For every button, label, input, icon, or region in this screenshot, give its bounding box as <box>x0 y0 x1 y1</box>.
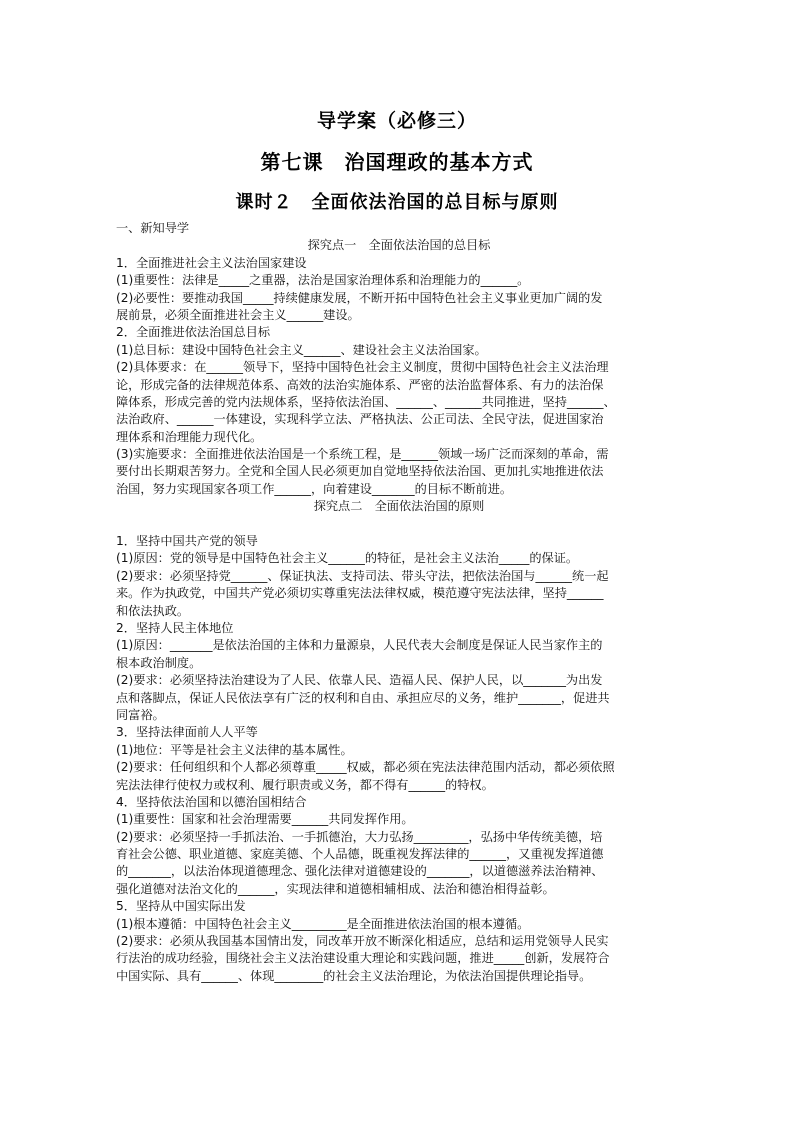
text-line: (2)要求：必须坚持党______、保证执法、支持司法、带头守法，把依法治国与______统一起 <box>116 568 609 583</box>
text-line: 同富裕。 <box>116 707 165 722</box>
text-line: 中国实际、具有______、体现________的社会主义法治理论，为依法治国提供理论指导。 <box>116 968 592 983</box>
lesson-title: 第七课 治国理政的基本方式 <box>260 150 534 174</box>
point-heading: 5．坚持从中国实际出发 <box>116 899 246 914</box>
session-title: 课时２ 全面依法治国的总目标与原则 <box>235 192 559 213</box>
text-line: 的_______，以法治体现道德理念、强化法律对道德建设的_______，以道德滋养法治精神、 <box>116 864 604 879</box>
text-line: 要付出长期艰苦努力。全党和全国人民必须更加自觉地坚持依法治国、更加扎实地推进依法 <box>116 464 604 479</box>
text-line: 点和落脚点，保证人民依法享有广泛的权利和自由、承担应尽的义务，维护_______，促进共 <box>116 690 610 705</box>
subsection-heading: 探究点二 全面依法治国的原则 <box>313 499 485 514</box>
text-line: (1)原因：_______是依法治国的主体和力量源泉，人民代表大会制度是保证人民当家作主的 <box>116 638 603 653</box>
point-heading: 4．坚持依法治国和以德治国相结合 <box>116 794 307 809</box>
text-line: (2)要求：必须坚持法治建设为了人民、依靠人民、造福人民、保护人民，以_______为出发 <box>116 673 603 688</box>
blank-line <box>116 516 682 533</box>
text-line: 治国，努力实现国家各项工作______，向着建设_______的目标不断前进。 <box>116 481 513 496</box>
point-heading: 2．坚持人民主体地位 <box>116 620 234 635</box>
text-line: 展前景，必须全面推进社会主义______建设。 <box>116 307 360 322</box>
subsection-heading: 探究点一 全面依法治国的总目标 <box>307 238 491 253</box>
text-line: (2)具体要求：在______领导下，坚持中国特色社会主义制度，贯彻中国特色社会主义法治理 <box>116 360 609 375</box>
point-heading: 2．全面推进依法治国总目标 <box>116 325 271 340</box>
text-line <box>116 985 682 1002</box>
text-line: 根本政治制度。 <box>116 655 202 670</box>
text-line: 来。作为执政党，中国共产党必须切实尊重宪法法律权威，模范遵守宪法法律，坚持______ <box>116 586 604 601</box>
text-line: 和依法执政。 <box>116 603 190 618</box>
text-line: (2)要求：必须坚持一手抓法治、一手抓德治，大力弘扬_________，弘扬中华传统美德，培 <box>116 829 603 844</box>
point-heading: 1．坚持中国共产党的领导 <box>116 534 258 549</box>
text-line: 理体系和治理能力现代化。 <box>116 429 263 444</box>
text-line: 论，形成完备的法律规范体系、高效的法治实施体系、严密的法治监督体系、有力的法治保 <box>116 377 604 392</box>
section-heading: 一、新知导学 <box>116 221 190 235</box>
text-line: 行法治的成功经验，围绕社会主义法治建设重大理论和实践问题，推进_____创新，发展符合 <box>116 951 610 966</box>
document-title: 导学案（必修三） <box>316 110 477 132</box>
text-line: 育社会公德、职业道德、家庭美德、个人品德，既重视发挥法律的______，又重视发挥道德 <box>116 847 604 862</box>
text-line: 法治政府、______一体建设，实现科学立法、严格执法、公正司法、全民守法，促进国家治 <box>116 412 604 427</box>
text-line: (1)原因：党的领导是中国特色社会主义______的特征，是社会主义法治_____的保证。 <box>116 551 579 566</box>
point-heading: 1．全面推进社会主义法治国家建设 <box>116 255 307 270</box>
text-line: (1)地位：平等是社会主义法律的基本属性。 <box>116 742 353 757</box>
text-line: 障体系，形成完善的党内法规体系，坚持依法治国、______、______共同推进，坚持______、 <box>116 394 616 409</box>
text-line: 强化道德对法治文化的______，实现法律和道德相辅相成、法治和德治相得益彰。 <box>116 881 555 896</box>
document-body <box>116 220 682 1003</box>
text-line: (3)实施要求：全面推进依法治国是一个系统工程，是______领域一场广泛而深刻的革命，需 <box>116 447 609 462</box>
text-line: (1)重要性：国家和社会治理需要______共同发挥作用。 <box>116 812 414 827</box>
text-line: (1)根本遵循：中国特色社会主义_________是全面推进依法治国的根本遵循。 <box>116 916 530 931</box>
text-line: (1)重要性：法律是_____之重器，法治是国家治理体系和治理能力的______。 <box>116 273 530 288</box>
point-heading: 3．坚持法律面前人人平等 <box>116 725 258 740</box>
text-line: (2)必要性：要推动我国_____持续健康发展，不断开拓中国特色社会主义事业更加广阔的发 <box>116 290 603 305</box>
text-line: 宪法法律行使权力或权利、履行职责或义务，都不得有______的特权。 <box>116 777 494 792</box>
text-line: (1)总目标：建设中国特色社会主义______、建设社会主义法治国家。 <box>116 342 487 357</box>
text-line: (2)要求：必须从我国基本国情出发，同改革开放不断深化相适应，总结和运用党领导人民实 <box>116 934 609 949</box>
text-line: (2)要求：任何组织和个人都必须尊重_____权威，都必须在宪法法律范围内活动，都必须依照 <box>116 760 615 775</box>
